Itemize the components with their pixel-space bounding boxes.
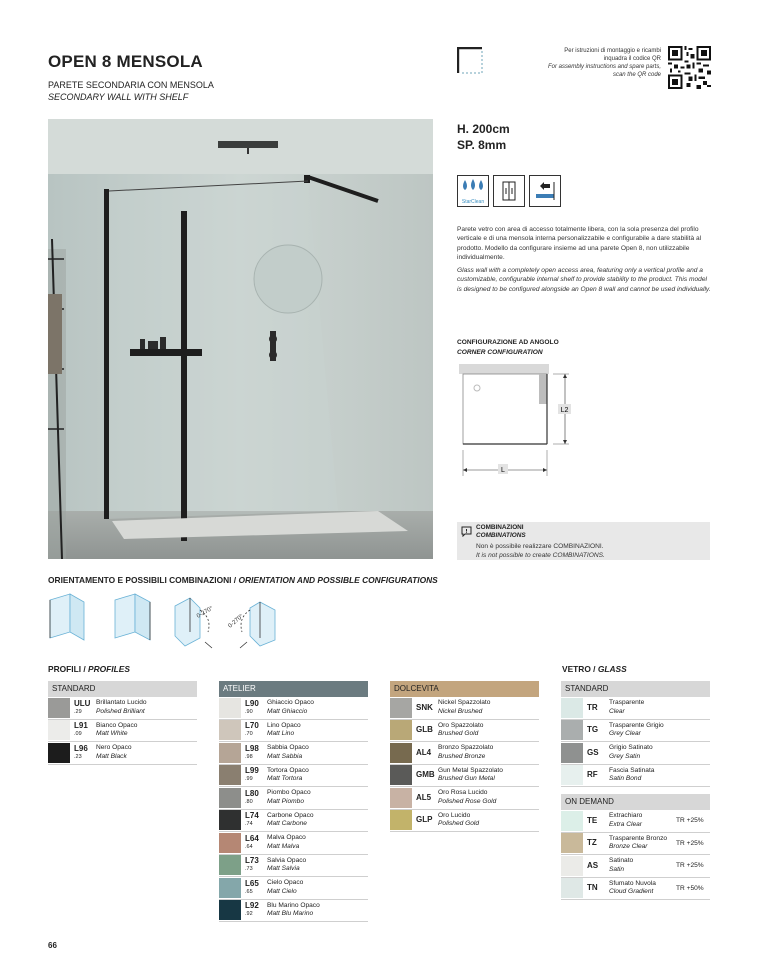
finish-code-label: GLB [416, 725, 433, 735]
qr-instructions-en: For assembly instructions and spare parts, scan the QR code [547, 64, 661, 78]
swatch-row [219, 765, 368, 788]
finish-name [267, 812, 368, 829]
finish-code [416, 720, 438, 740]
finish-code-label: L65 [245, 878, 259, 888]
finish-name-it: Bronzo Spazzolato [438, 744, 494, 752]
finish-code [587, 833, 609, 853]
finish-name [267, 744, 368, 761]
profiles-standard-column [48, 681, 197, 765]
color-swatch [561, 833, 583, 853]
glass-label-it: VETRO [562, 664, 591, 674]
price-surcharge: TR +50% [676, 884, 704, 892]
finish-name-it: Extrachiaro [609, 812, 643, 820]
orientation-title-it: ORIENTAMENTO E POSSIBILI COMBINAZIONI [48, 575, 232, 585]
info-icon [461, 526, 472, 537]
color-swatch [219, 833, 241, 853]
price-surcharge: TR +25% [676, 817, 704, 825]
combinations-body-en: It is not possible to create COMBINATIONS. [476, 551, 605, 559]
finish-code [587, 811, 609, 831]
swatch-row [219, 900, 368, 923]
profiles-atelier-column [219, 681, 368, 922]
starclean-icon [457, 175, 489, 207]
color-swatch [219, 698, 241, 718]
finish-name [609, 744, 710, 761]
finish-code-label: L64 [245, 833, 259, 843]
finish-name-en: Matt Sabbia [267, 752, 303, 760]
swatch-row [219, 810, 368, 833]
finish-code [245, 902, 267, 918]
qr-code-icon[interactable] [668, 46, 711, 89]
swatch-row [48, 720, 197, 743]
finish-name [267, 879, 368, 896]
orientation-diagram-4 [240, 602, 275, 648]
finish-name [438, 812, 539, 829]
combinations-title-it: COMBINAZIONI [476, 524, 524, 531]
finish-code-number: .29 [74, 708, 82, 715]
combinations-body [476, 543, 605, 560]
finish-name-en: Matt Black [96, 752, 127, 760]
finish-code-label: L74 [245, 811, 259, 821]
finish-name-it: Bianco Opaco [96, 721, 138, 729]
finish-code [245, 857, 267, 873]
swatch-row [390, 810, 539, 833]
swatch-row [561, 878, 710, 901]
color-swatch [390, 810, 412, 830]
configuration-title-it: CONFIGURAZIONE AD ANGOLO [457, 339, 559, 346]
swatch-row [561, 765, 710, 788]
finish-name [609, 857, 676, 874]
finish-name [96, 744, 197, 761]
finish-name-it: Gun Metal Spazzolato [438, 766, 503, 774]
orientation-diagrams [40, 588, 300, 653]
finish-name-en: Polished Gold [438, 820, 480, 828]
finish-code-number: .70 [245, 731, 253, 738]
orientation-title: ORIENTAMENTO E POSSIBILI COMBINAZIONI / ORIENTATION AND POSSIBLE CONFIGURATIONS [48, 575, 438, 585]
swatch-row [390, 720, 539, 743]
finish-code-number: .98 [245, 753, 253, 760]
starclean-label: StarClean [461, 199, 485, 205]
finish-name-it: Sfumato Nuvola [609, 879, 656, 887]
finish-code [587, 720, 609, 740]
glass-standard-column [561, 681, 710, 900]
finish-name [609, 699, 710, 716]
swatch-row [390, 742, 539, 765]
reversible-icon [493, 175, 525, 207]
finish-name [438, 699, 539, 716]
finish-code-number: .09 [74, 731, 82, 738]
finish-code [587, 878, 609, 898]
finish-name-it: Trasparente Bronzo [609, 834, 668, 842]
finish-code-label: L90 [245, 698, 259, 708]
combinations-body-it: Non è possibile realizzare COMBINAZIONI. [476, 543, 604, 550]
finish-code-label: GS [587, 747, 599, 757]
finish-name-en: Matt Carbone [267, 820, 307, 828]
finish-name-it: Piombo Opaco [267, 789, 311, 797]
finish-name [267, 789, 368, 806]
finish-code [416, 810, 438, 830]
color-swatch [390, 765, 412, 785]
finish-name-en: Matt Lino [267, 730, 295, 738]
finish-code-label: TN [587, 883, 598, 893]
finish-name-it: Nickel Spazzolato [438, 699, 491, 707]
qr-instructions [540, 47, 661, 79]
swatch-row [390, 787, 539, 810]
profiles-standard-header: STANDARD [48, 681, 197, 697]
color-swatch [219, 878, 241, 898]
finish-name-en: Grey Satin [609, 752, 641, 760]
finish-name-en: Grey Clear [609, 730, 641, 738]
finish-code-number: .65 [245, 888, 253, 895]
finish-code-label: TE [587, 815, 598, 825]
finish-code [74, 722, 96, 738]
swatch-row [561, 742, 710, 765]
finish-code-label: L73 [245, 856, 259, 866]
corner-configuration-diagram [457, 362, 577, 482]
color-swatch [219, 810, 241, 830]
finish-code-number: .64 [245, 843, 253, 850]
finish-code [245, 767, 267, 783]
spec-height: H. 200cm [457, 122, 510, 136]
finish-name-it: Trasparente Grigio [609, 721, 664, 729]
finish-code-label: AS [587, 860, 599, 870]
finish-name-it: Salvia Opaco [267, 856, 307, 864]
finish-name-en: Matt Malva [267, 842, 300, 850]
finish-code [245, 745, 267, 761]
finish-code-number: .99 [245, 776, 253, 783]
swatch-row [561, 833, 710, 856]
finish-name [609, 767, 710, 784]
finish-name-en: Matt Salvia [267, 865, 300, 873]
finish-name [438, 722, 539, 739]
subtitle-en: SECONDARY WALL WITH SHELF [48, 92, 189, 102]
finish-name-en: Brushed Gun Metal [438, 775, 495, 783]
finish-code-label: ULU [74, 698, 91, 708]
finish-code [74, 745, 96, 761]
finish-name-it: Carbone Opaco [267, 811, 314, 819]
orientation-diagram-3 [175, 598, 212, 648]
swatch-row [390, 765, 539, 788]
color-swatch [390, 788, 412, 808]
finish-name-en: Matt Piombo [267, 797, 305, 805]
finish-code-label: GMB [416, 770, 435, 780]
finish-code-number: .80 [245, 798, 253, 805]
finish-code-label: SNK [416, 702, 433, 712]
finish-code-label: TR [587, 702, 598, 712]
finish-code [74, 700, 96, 716]
finish-name [267, 699, 368, 716]
color-swatch [561, 811, 583, 831]
finish-name-it: Cielo Opaco [267, 879, 304, 887]
finish-code-number: .73 [245, 866, 253, 873]
finish-name-it: Oro Rosa Lucido [438, 789, 488, 797]
orientation-title-en: ORIENTATION AND POSSIBLE CONFIGURATIONS [238, 575, 438, 585]
swatch-row [219, 787, 368, 810]
color-swatch [390, 743, 412, 763]
swatch-row [219, 877, 368, 900]
price-surcharge: TR +25% [676, 862, 704, 870]
finish-name [609, 722, 710, 739]
profiles-label: PROFILI / PROFILES [48, 664, 130, 674]
finish-code [416, 698, 438, 718]
finish-code-label: AL5 [416, 792, 432, 802]
finish-name [267, 834, 368, 851]
finish-name [267, 722, 368, 739]
swatch-row [219, 697, 368, 720]
finish-code [416, 788, 438, 808]
color-swatch [219, 788, 241, 808]
glass-label-en: GLASS [597, 664, 627, 674]
glass-label: VETRO / GLASS [562, 664, 627, 674]
finish-code-number: .23 [74, 753, 82, 760]
finish-name-it: Blu Marino Opaco [267, 901, 320, 909]
color-swatch [48, 698, 70, 718]
finish-name [609, 835, 676, 852]
product-description [457, 225, 713, 294]
finish-name-it: Nero Opaco [96, 744, 132, 752]
finish-name-en: Nickel Brushed [438, 707, 483, 715]
finish-name-en: Matt Blu Marino [267, 910, 314, 918]
finish-name-en: Extra Clear [609, 820, 642, 828]
finish-code-label: RF [587, 770, 598, 780]
color-swatch [48, 720, 70, 740]
finish-code-number: .74 [245, 821, 253, 828]
color-swatch [561, 856, 583, 876]
glass-standard-header: STANDARD [561, 681, 710, 697]
price-surcharge: TR +25% [676, 839, 704, 847]
swatch-row [561, 697, 710, 720]
color-swatch [219, 743, 241, 763]
finish-code-label: L80 [245, 788, 259, 798]
page-title: OPEN 8 MENSOLA [48, 52, 203, 71]
finish-name-en: Matt Cielo [267, 887, 297, 895]
angle-label-1: 0-270° [196, 605, 215, 620]
color-swatch [390, 720, 412, 740]
color-swatch [219, 720, 241, 740]
qr-instructions-it: Per istruzioni di montaggio e ricambi inquadra il codice QR [564, 48, 661, 62]
combinations-title [476, 524, 526, 540]
finish-name-en: Clear [609, 707, 625, 715]
finish-code [245, 700, 267, 716]
description-en: Glass wall with a completely open access area, featuring only a vertical profile and a customizable, configurable internal shelf to provide stability to the product. This model is designed to be configured alongside an Open 8 wall and cannot be used individually. [457, 267, 711, 293]
profiles-atelier-header: ATELIER [219, 681, 368, 697]
color-swatch [561, 720, 583, 740]
finish-name-en: Polished Rose Gold [438, 797, 497, 805]
product-photo [48, 119, 433, 559]
configuration-title [457, 338, 559, 357]
finish-name-it: Grigio Satinato [609, 744, 653, 752]
finish-code [416, 743, 438, 763]
finish-name [96, 699, 197, 716]
finish-name [267, 857, 368, 874]
finish-name-it: Oro Lucido [438, 811, 471, 819]
finish-code-label: AL4 [416, 747, 432, 757]
profiles-dolcevita-column [390, 681, 539, 832]
swatch-row [219, 832, 368, 855]
color-swatch [219, 900, 241, 920]
shelf-icon [529, 175, 561, 207]
finish-code [245, 722, 267, 738]
finish-code-label: L70 [245, 721, 259, 731]
finish-name [267, 902, 368, 919]
finish-name-en: Matt White [96, 730, 128, 738]
dimension-label-l2: L2 [560, 407, 569, 414]
swatch-row [219, 720, 368, 743]
color-swatch [219, 855, 241, 875]
finish-name-it: Trasparente [609, 699, 645, 707]
swatch-row [561, 720, 710, 743]
finish-name [438, 789, 539, 806]
swatch-row [48, 697, 197, 720]
finish-code [587, 698, 609, 718]
color-swatch [48, 743, 70, 763]
finish-name [609, 880, 676, 897]
profiles-label-it: PROFILI [48, 664, 82, 674]
swatch-row [219, 855, 368, 878]
color-swatch [561, 743, 583, 763]
finish-name-it: Lino Opaco [267, 721, 301, 729]
finish-code-label: L91 [74, 721, 88, 731]
swatch-row [219, 742, 368, 765]
finish-name [438, 767, 539, 784]
finish-name-it: Satinato [609, 857, 634, 865]
finish-name-en: Brushed Bronze [438, 752, 486, 760]
description-it: Parete vetro con area di accesso totalmente libera, con la sola presenza del profilo verticale e di una mensola interna personalizzabile e configurabile a dare stabilità al prodotto. Modello da configurare insieme ad una parete Open 8, non utilizzabile individualmente. [457, 226, 702, 261]
glass-ondemand-header: ON DEMAND [561, 794, 710, 810]
finish-name-en: Satin [609, 865, 625, 873]
subtitle-it: PARETE SECONDARIA CON MENSOLA [48, 80, 214, 90]
finish-name-en: Polished Brilliant [96, 707, 145, 715]
finish-code-label: L96 [74, 743, 88, 753]
profiles-label-en: PROFILES [88, 664, 130, 674]
finish-name-it: Malva Opaco [267, 834, 306, 842]
configuration-title-en: CORNER CONFIGURATION [457, 348, 543, 356]
finish-name-en: Cloud Gradient [609, 888, 654, 896]
color-swatch [561, 765, 583, 785]
finish-name-it: Oro Spazzolato [438, 721, 484, 729]
finish-name-it: Fascia Satinata [609, 766, 655, 774]
combinations-box [457, 522, 710, 560]
finish-code-label: L98 [245, 743, 259, 753]
finish-name-it: Tortora Opaco [267, 766, 309, 774]
finish-name-it: Ghiaccio Opaco [267, 699, 314, 707]
finish-name-en: Brushed Gold [438, 730, 479, 738]
page-subtitle [48, 79, 214, 103]
swatch-row [390, 697, 539, 720]
finish-name [609, 812, 676, 829]
swatch-row [561, 855, 710, 878]
feature-icons [457, 175, 561, 207]
finish-name-en: Matt Ghiaccio [267, 707, 308, 715]
finish-code [587, 743, 609, 763]
color-swatch [561, 878, 583, 898]
combinations-title-en: COMBINATIONS [476, 532, 526, 539]
finish-name-it: Brillantato Lucido [96, 699, 147, 707]
page-number: 66 [48, 941, 57, 950]
finish-code [245, 790, 267, 806]
dimension-label-l: L [501, 467, 505, 474]
finish-name-en: Bronze Clear [609, 843, 648, 851]
finish-code-label: GLP [416, 815, 433, 825]
finish-code-number: .92 [245, 911, 253, 918]
finish-name-it: Sabbia Opaco [267, 744, 309, 752]
color-swatch [219, 765, 241, 785]
finish-name [267, 767, 368, 784]
spec-block [457, 121, 510, 153]
finish-code-label: L92 [245, 901, 259, 911]
finish-code [245, 812, 267, 828]
finish-code-label: TG [587, 725, 599, 735]
finish-code-label: TZ [587, 838, 597, 848]
finish-name [438, 744, 539, 761]
finish-code [587, 765, 609, 785]
orientation-diagram-2 [115, 594, 150, 640]
finish-code [416, 765, 438, 785]
finish-code [587, 856, 609, 876]
swatch-row [561, 810, 710, 833]
finish-code [245, 880, 267, 896]
finish-name [96, 722, 197, 739]
profiles-dolcevita-header: DOLCEVITA [390, 681, 539, 697]
orientation-diagram-1 [50, 594, 84, 640]
color-swatch [390, 698, 412, 718]
finish-code [245, 835, 267, 851]
corner-bracket-icon [457, 47, 483, 74]
finish-code-number: .90 [245, 708, 253, 715]
swatch-row [48, 742, 197, 765]
finish-code-label: L99 [245, 766, 259, 776]
finish-name-en: Matt Tortora [267, 775, 303, 783]
finish-name-en: Satin Bond [609, 775, 642, 783]
color-swatch [561, 698, 583, 718]
spec-thickness: SP. 8mm [457, 138, 507, 152]
angle-label-2: 0-270° [227, 613, 245, 630]
